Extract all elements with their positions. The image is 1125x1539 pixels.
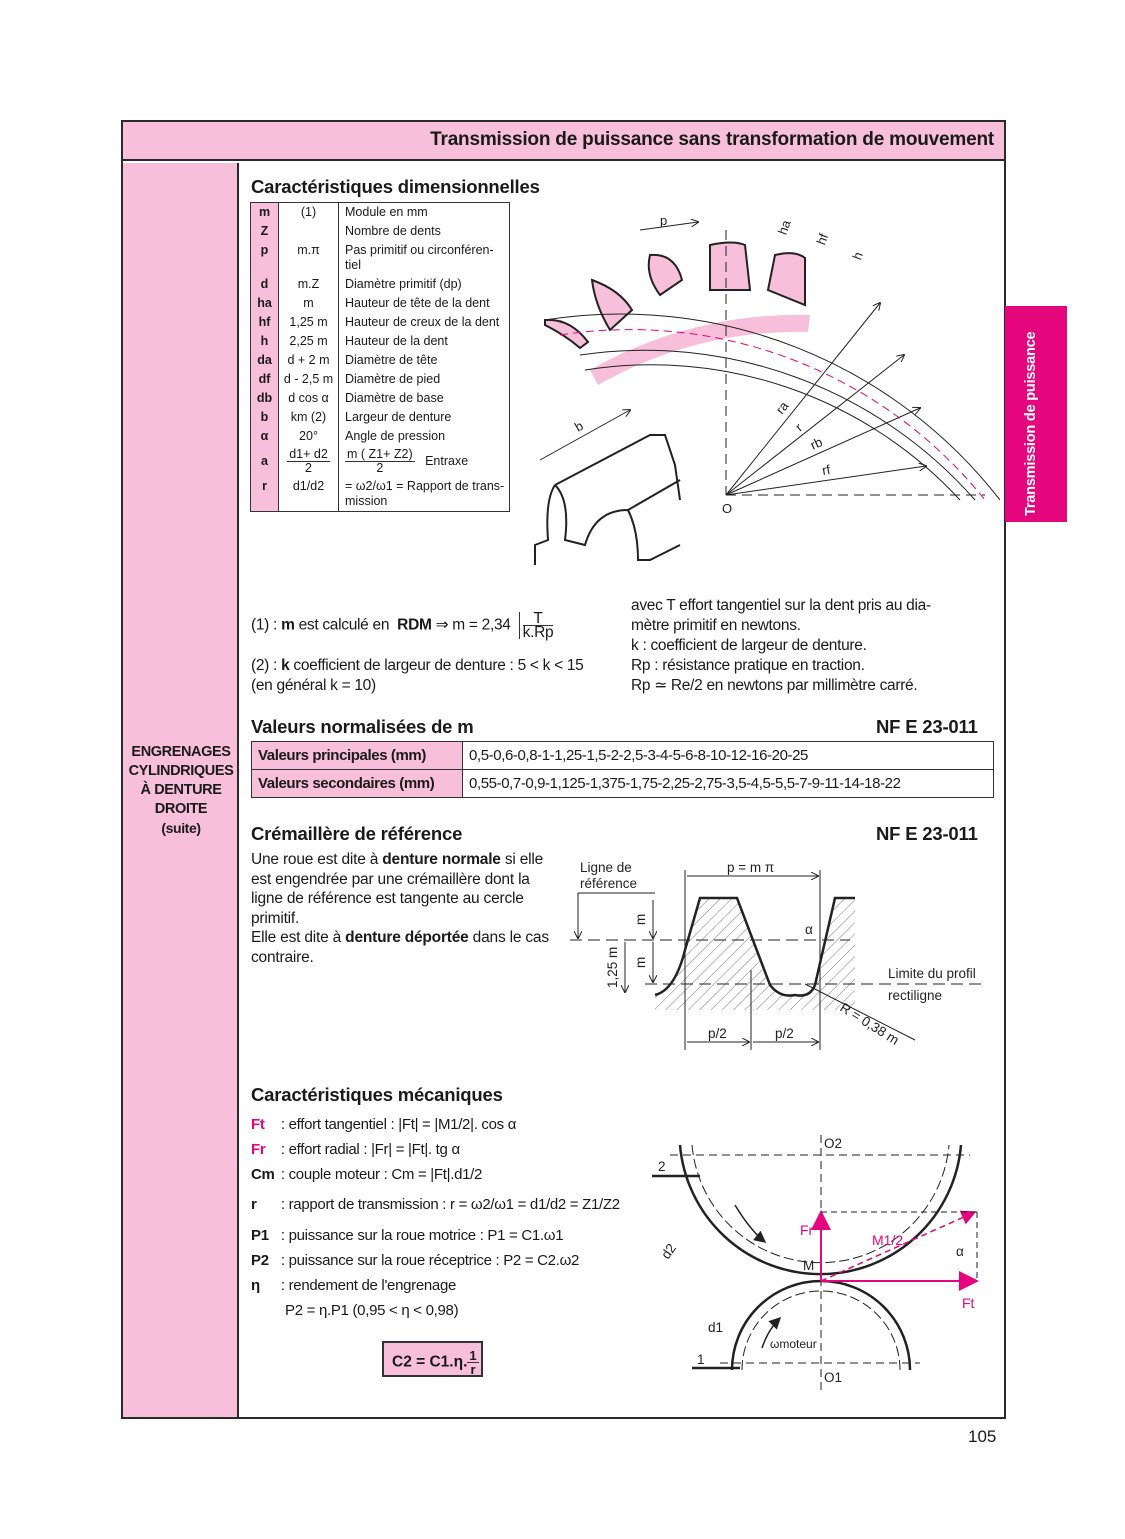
fraction (467, 1349, 478, 1376)
symbol: ha (251, 294, 279, 313)
symbol: hf (251, 313, 279, 332)
label-rectiligne: rectiligne (888, 988, 943, 1003)
gear-mesh-force-diagram (640, 1130, 1000, 1400)
mech-row (251, 1298, 620, 1323)
key-p2: P2 (251, 1252, 269, 1269)
value: m (279, 294, 339, 313)
description: Diamètre de pied (345, 372, 441, 386)
label-alpha: α (956, 1244, 964, 1259)
mech-text: : effort radial : |Fr| = |Ft|. tg α (277, 1141, 460, 1158)
text: Une roue est dite à (251, 851, 383, 868)
table-row (251, 408, 510, 427)
label-half-pitch: p/2 (708, 1026, 727, 1041)
label-half-pitch: p/2 (775, 1026, 794, 1041)
legend-line: mètre primitif en newtons. (631, 617, 801, 634)
note-legend (631, 596, 931, 696)
mech-text: : puissance sur la roue motrice : P1 = C1.ω1 (277, 1227, 564, 1244)
text: Elle est dite à (251, 929, 346, 946)
description: Angle de pression (345, 429, 446, 443)
table-row (251, 427, 510, 446)
label-o1: O1 (824, 1370, 843, 1385)
description: Hauteur de creux de la dent (345, 315, 500, 329)
label-alpha: α (805, 922, 813, 937)
symbol: Z (251, 222, 279, 241)
label-reference: référence (580, 876, 638, 891)
chapter-suite: (suite) (161, 820, 201, 836)
legend-line: k : coefficient de largeur de denture. (631, 637, 867, 654)
legend-line: Rp : résistance pratique en traction. (631, 657, 865, 674)
mech-row (251, 1273, 620, 1298)
label-ligne: Ligne de (580, 860, 632, 875)
table-row (251, 370, 510, 389)
denominator: 2 (376, 461, 384, 475)
table-row (252, 742, 994, 770)
label-radius: R = 0,38 m (837, 999, 902, 1048)
legend-line: Rp ≃ Re/2 en newtons par millimètre carré. (631, 677, 918, 694)
svg-text:rb: rb (807, 434, 825, 453)
page-number: 105 (968, 1427, 997, 1446)
svg-text:ha: ha (774, 217, 794, 237)
mech-text: : effort tangentiel : |Ft| = |M1/2|. cos α (277, 1116, 517, 1133)
symbol: d (251, 275, 279, 294)
rack-description (251, 850, 551, 967)
value: (1) (279, 203, 339, 223)
description: = ω2/ω1 = Rapport de trans-mission (345, 479, 505, 508)
mech-text: : rendement de l'engrenage (277, 1277, 457, 1294)
value: 1,25 m (279, 313, 339, 332)
section-header-band (123, 122, 1004, 161)
chapter-label (123, 743, 239, 838)
term: denture déportée (345, 929, 469, 946)
chapter-line: À DENTURE (140, 782, 222, 798)
note-text: coefficient de largeur de denture : 5 < k < 15 (289, 657, 584, 674)
label-fr: Fr (800, 1222, 814, 1238)
entraxe-label: Entraxe (425, 453, 469, 468)
legend-line: avec T effort tangentiel sur la dent pris au dia- (631, 597, 931, 614)
table-row (251, 294, 510, 313)
label-o2: O2 (824, 1136, 843, 1151)
note-formula: ⇒ m = 2,34 (435, 616, 511, 634)
description: Diamètre primitif (dp) (345, 277, 462, 291)
label-d2: d2 (658, 1240, 680, 1262)
mech-row (251, 1223, 620, 1248)
description: Pas primitif ou circonféren-tiel (345, 243, 494, 272)
value: m.Z (279, 275, 339, 294)
rack-norm: NF E 23-011 (876, 823, 978, 844)
description: Module en mm (345, 205, 428, 219)
symbol: r (251, 477, 279, 512)
label-m: M (803, 1258, 815, 1273)
value: d - 2,5 m (279, 370, 339, 389)
description (339, 446, 510, 477)
table-row (251, 477, 510, 512)
row-values: 0,55-0,7-0,9-1,125-1,375-1,75-2,25-2,75-3,5-4,5-5,5-7-9-11-14-18-22 (463, 770, 994, 798)
table-row (251, 332, 510, 351)
rack-profile-diagram (565, 850, 995, 1050)
label-125m: 1,25 m (605, 946, 620, 988)
note-text: est calculé en (294, 616, 394, 634)
description: Diamètre de base (345, 391, 444, 405)
row-values: 0,5-0,6-0,8-1-1,25-1,5-2-2,5-3-4-5-6-8-10-12-16-20-25 (463, 742, 994, 770)
denominator: 2 (305, 461, 312, 475)
note-prefix: (1) : (251, 616, 282, 634)
key-p1: P1 (251, 1227, 269, 1244)
mech-text: P2 = η.P1 (0,95 < η < 0,98) (285, 1302, 459, 1319)
sqrt (519, 612, 554, 639)
table-row (251, 275, 510, 294)
rack-title: Crémaillère de référence (251, 823, 463, 844)
label-ft: Ft (962, 1295, 975, 1311)
svg-text:O: O (722, 501, 733, 516)
label-omega: ωmoteur (770, 1337, 817, 1351)
denominator: r (470, 1362, 476, 1377)
text: si elle est engendrée par une crémaillère dont la ligne de référence est tangente au cercle primitif. (251, 851, 544, 927)
numerator: 1 (469, 1348, 477, 1363)
value: m.π (279, 241, 339, 275)
table-row (251, 203, 510, 223)
chapter-line: DROITE (154, 801, 208, 817)
note-1 (251, 612, 553, 639)
gear-geometry-diagram (520, 200, 1000, 580)
chapter-line: ENGRENAGES (131, 744, 231, 760)
key-r: r (251, 1196, 257, 1213)
symbol: m (251, 203, 279, 223)
symbol: α (251, 427, 279, 446)
value: d + 2 m (279, 351, 339, 370)
dimensional-title: Caractéristiques dimensionnelles (251, 176, 540, 197)
svg-text:hf: hf (813, 231, 832, 247)
svg-text:ra: ra (772, 398, 792, 417)
value (279, 446, 339, 477)
module-values-title: Valeurs normalisées de m (251, 716, 474, 737)
module-values-norm: NF E 23-011 (876, 716, 978, 737)
mech-text: : couple moteur : Cm = |Ft|.d1/2 (277, 1166, 483, 1183)
table-row (251, 389, 510, 408)
description: Largeur de denture (345, 410, 452, 424)
note-bold: k (281, 657, 290, 674)
label-m: m (633, 956, 648, 968)
table-row (251, 222, 510, 241)
value: d1/d2 (279, 477, 339, 512)
numerator: T (523, 612, 554, 626)
symbol: a (251, 446, 279, 477)
numerator: m ( Z1+ Z2) (347, 447, 413, 461)
symbol: h (251, 332, 279, 351)
mech-text: : puissance sur la roue réceptrice : P2 = C2.ω2 (277, 1252, 580, 1269)
mech-row (251, 1137, 620, 1162)
note-2 (251, 656, 584, 696)
label-d1: d1 (708, 1320, 724, 1335)
mech-text: : rapport de transmission : r = ω2/ω1 = d1/d2 = Z1/Z2 (277, 1196, 620, 1213)
key-eta: η (251, 1277, 260, 1294)
numerator: d1+ d2 (289, 447, 328, 461)
symbol: da (251, 351, 279, 370)
dimensional-table (250, 202, 510, 512)
symbol: p (251, 241, 279, 275)
formula-text: C2 = C1.η. (392, 1353, 468, 1371)
fraction (523, 612, 554, 639)
row-label: Valeurs secondaires (mm) (252, 770, 463, 798)
note-text: (en général k = 10) (251, 677, 376, 694)
torque-formula-box (382, 1341, 483, 1377)
label-p: p (660, 213, 668, 228)
label-limite: Limite du profil (888, 966, 976, 981)
fraction (345, 448, 415, 475)
note-bold: m (281, 616, 295, 634)
chapter-tab[interactable] (1005, 306, 1067, 522)
mechanical-list (251, 1112, 620, 1323)
symbol: df (251, 370, 279, 389)
note-prefix: (2) : (251, 657, 282, 674)
note-bold: RDM (397, 616, 432, 634)
chapter-tab-label: Transmission de puissance (1023, 331, 1039, 516)
denominator: k.Rp (522, 624, 554, 641)
symbol: db (251, 389, 279, 408)
table-row (252, 770, 994, 798)
table-row (251, 351, 510, 370)
table-row (251, 241, 510, 275)
section-title: Transmission de puissance sans transformation de mouvement (430, 129, 994, 150)
fraction (287, 448, 330, 475)
mech-row (251, 1248, 620, 1273)
label-m: m (633, 913, 648, 925)
svg-text:rf: rf (820, 461, 832, 478)
value: 2,25 m (279, 332, 339, 351)
value: d cos α (279, 389, 339, 408)
table-row (251, 446, 510, 477)
chapter-line: CYLINDRIQUES (128, 763, 234, 779)
mechanical-title: Caractéristiques mécaniques (251, 1084, 503, 1105)
label-pitch: p = m π (727, 860, 775, 875)
vector-fr: Fr (251, 1141, 266, 1158)
row-label: Valeurs principales (mm) (252, 742, 463, 770)
description: Hauteur de la dent (345, 334, 448, 348)
symbol: b (251, 408, 279, 427)
svg-text:b: b (572, 417, 586, 435)
label-m12: M1/2 (872, 1232, 904, 1248)
term: denture normale (382, 851, 501, 868)
mech-row (251, 1112, 620, 1137)
value: km (2) (279, 408, 339, 427)
table-row (251, 313, 510, 332)
svg-text:h: h (849, 249, 866, 262)
module-values-table (251, 741, 994, 798)
description: Nombre de dents (345, 224, 441, 238)
value: 20° (279, 427, 339, 446)
left-sidebar (123, 163, 239, 1417)
text: dans le cas contraire. (251, 929, 549, 966)
description: Diamètre de tête (345, 353, 438, 367)
vector-ft: Ft (251, 1116, 265, 1133)
label-wheel-1: 1 (697, 1352, 705, 1367)
mech-row (251, 1162, 620, 1187)
label-wheel-2: 2 (658, 1159, 666, 1174)
key-cm: Cm (251, 1166, 275, 1183)
svg-text:r: r (792, 420, 806, 435)
mech-row (251, 1187, 620, 1223)
value (279, 222, 339, 241)
description: Hauteur de tête de la dent (345, 296, 490, 310)
